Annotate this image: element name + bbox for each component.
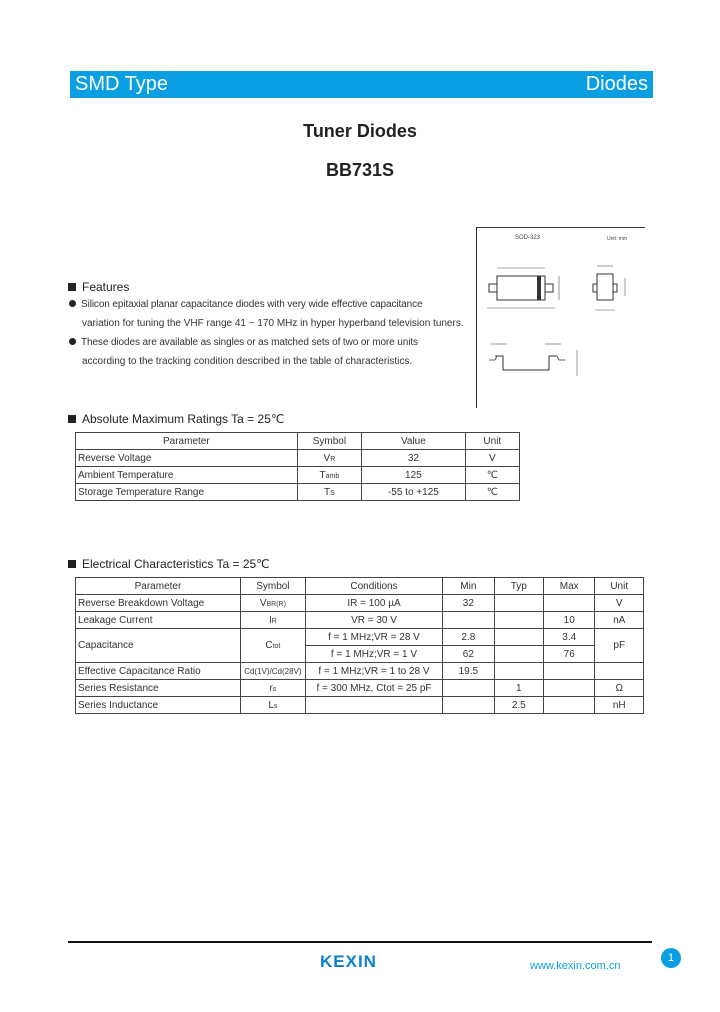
kexin-logo: KEXIN — [320, 952, 377, 971]
abs-max-table — [75, 432, 520, 501]
feature-item-cont: variation for tuning the VHF range 41 ~ 170 MHz in hyper hyperband television tuners. — [82, 318, 464, 329]
cell-unit: ℃ — [465, 467, 519, 484]
cell-symbol: IR — [240, 612, 305, 629]
cell-value: 32 — [362, 450, 465, 467]
cell-unit: nA — [595, 612, 644, 629]
website-link[interactable]: www.kexin.com.cn — [530, 960, 621, 972]
package-front-view — [495, 356, 557, 370]
square-bullet-icon — [68, 415, 76, 423]
cell-value: -55 to +125 — [362, 484, 465, 501]
cell-unit — [595, 663, 644, 680]
table-row — [76, 595, 644, 612]
cell-parameter: Series Resistance — [76, 680, 241, 697]
cell-max: 3.4 — [544, 629, 595, 646]
cell-unit: pF — [595, 629, 644, 663]
col-header: Parameter — [76, 433, 298, 450]
cell-typ — [494, 646, 543, 663]
package-lead-right — [545, 284, 553, 292]
cell-parameter: Ambient Temperature — [76, 467, 298, 484]
table-row — [76, 629, 644, 646]
feature-item: These diodes are available as singles or as matched sets of two or more units — [69, 337, 418, 348]
cell-max: 76 — [544, 646, 595, 663]
table-header-row — [76, 578, 644, 595]
cell-min — [443, 697, 494, 714]
square-bullet-icon — [68, 283, 76, 291]
cell-parameter: Storage Temperature Range — [76, 484, 298, 501]
col-header: Typ — [494, 578, 543, 595]
col-header: Min — [443, 578, 494, 595]
cell-typ — [494, 612, 543, 629]
footer-divider — [68, 941, 652, 943]
cell-max — [544, 595, 595, 612]
cell-symbol: Cd(1V)/Cd(28V) — [240, 663, 305, 680]
cell-conditions: f = 1 MHz;VR = 1 V — [305, 646, 442, 663]
cell-parameter: Reverse Breakdown Voltage — [76, 595, 241, 612]
cell-symbol: Ls — [240, 697, 305, 714]
elec-table — [75, 577, 644, 714]
cell-parameter: Reverse Voltage — [76, 450, 298, 467]
col-header: Value — [362, 433, 465, 450]
table-row — [76, 680, 644, 697]
cell-parameter: Leakage Current — [76, 612, 241, 629]
cell-symbol: rs — [240, 680, 305, 697]
cell-parameter: Effective Capacitance Ratio — [76, 663, 241, 680]
col-header: Unit — [595, 578, 644, 595]
cell-value: 125 — [362, 467, 465, 484]
abs-max-heading: Absolute Maximum Ratings Ta = 25℃ — [68, 412, 284, 426]
header-right: Diodes — [585, 73, 648, 95]
cell-symbol: TS — [297, 484, 361, 501]
cell-conditions: f = 1 MHz;VR = 1 to 28 V — [305, 663, 442, 680]
round-bullet-icon — [69, 338, 76, 345]
table-header-row — [76, 433, 520, 450]
package-lead-left — [489, 284, 497, 292]
col-header: Unit — [465, 433, 519, 450]
col-header: Max — [544, 578, 595, 595]
feature-item: Silicon epitaxial planar capacitance diodes with very wide effective capacitance — [69, 299, 422, 310]
cell-parameter: Capacitance — [76, 629, 241, 663]
cathode-band — [537, 276, 541, 300]
header-left: SMD Type — [75, 73, 168, 95]
cell-typ: 2.5 — [494, 697, 543, 714]
table-row — [76, 612, 644, 629]
col-header: Parameter — [76, 578, 241, 595]
cell-unit: ℃ — [465, 484, 519, 501]
table-row — [76, 697, 644, 714]
cell-min: 32 — [443, 595, 494, 612]
col-header: Symbol — [297, 433, 361, 450]
cell-typ: 1 — [494, 680, 543, 697]
cell-max: 10 — [544, 612, 595, 629]
header-banner — [70, 71, 653, 98]
cell-typ — [494, 629, 543, 646]
package-outline-svg — [477, 228, 645, 408]
cell-max — [544, 697, 595, 714]
package-name: SOD-323 — [515, 235, 541, 241]
cell-unit: Ω — [595, 680, 644, 697]
cell-parameter: Series Inductance — [76, 697, 241, 714]
cell-min — [443, 612, 494, 629]
table-row — [76, 663, 644, 680]
part-number: BB731S — [325, 160, 395, 180]
package-unit: Unit: mm — [607, 236, 627, 242]
cell-conditions: IR = 100 µA — [305, 595, 442, 612]
cell-min: 2.8 — [443, 629, 494, 646]
cell-unit: V — [465, 450, 519, 467]
cell-max — [544, 663, 595, 680]
cell-symbol: VBR(R) — [240, 595, 305, 612]
square-bullet-icon — [68, 560, 76, 568]
table-row — [76, 484, 520, 501]
cell-min: 19.5 — [443, 663, 494, 680]
cell-unit: V — [595, 595, 644, 612]
cell-conditions — [305, 697, 442, 714]
cell-min: 62 — [443, 646, 494, 663]
round-bullet-icon — [69, 300, 76, 307]
cell-min — [443, 680, 494, 697]
table-row — [76, 450, 520, 467]
col-header: Symbol — [240, 578, 305, 595]
package-body-side — [597, 274, 613, 300]
feature-item-cont: according to the tracking condition described in the table of characteristics. — [82, 356, 413, 367]
elec-heading: Electrical Characteristics Ta = 25℃ — [68, 557, 270, 571]
cell-max — [544, 680, 595, 697]
cell-unit: nH — [595, 697, 644, 714]
cell-symbol: Ctot — [240, 629, 305, 663]
doc-title: Tuner Diodes — [303, 121, 417, 141]
page-number: 1 — [661, 948, 681, 968]
col-header: Conditions — [305, 578, 442, 595]
cell-typ — [494, 595, 543, 612]
cell-conditions: VR = 30 V — [305, 612, 442, 629]
cell-conditions: f = 1 MHz;VR = 28 V — [305, 629, 442, 646]
features-heading: Features — [68, 280, 129, 294]
cell-conditions: f = 300 MHz, Ctot = 25 pF — [305, 680, 442, 697]
cell-symbol: VR — [297, 450, 361, 467]
cell-typ — [494, 663, 543, 680]
cell-symbol: Tamb — [297, 467, 361, 484]
table-row — [76, 467, 520, 484]
package-drawing — [476, 227, 645, 408]
